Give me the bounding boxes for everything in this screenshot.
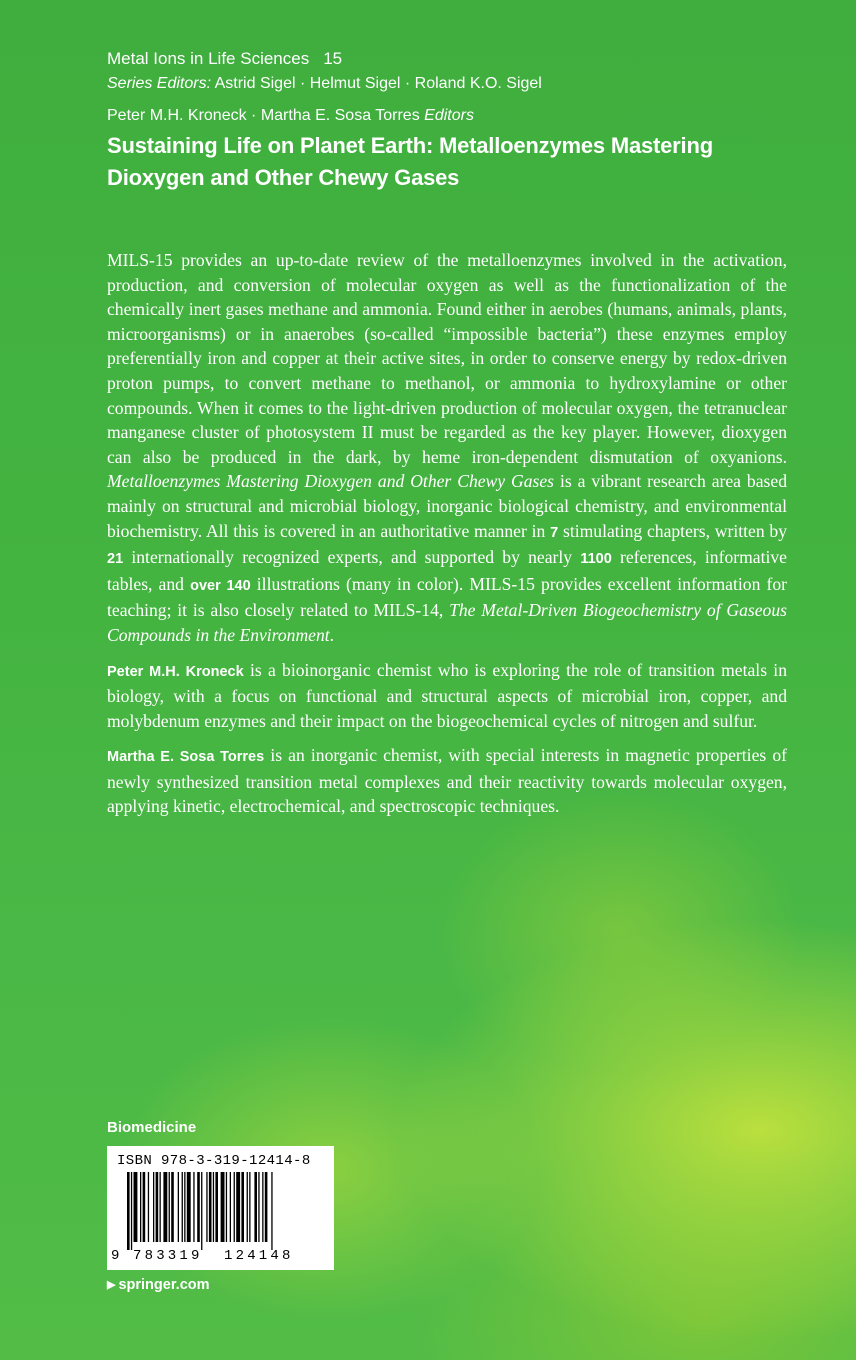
book-title-line-2: Dioxygen and Other Chewy Gases [107, 165, 460, 190]
arrow-right-icon: ▶ [107, 1279, 116, 1291]
barcode-bar [153, 1172, 154, 1242]
editor-bio-sosa-torres: is an inorganic chemist, with special interests in magnetic properties of newly synthesized transition metal complexes and their reactivity towards molecular oxygen, applying kinetic, electrochemical, and spectroscopic techniques. [107, 745, 787, 817]
chapter-count: 7 [550, 524, 559, 541]
barcode-bar [209, 1172, 212, 1242]
barcode-bar [156, 1172, 159, 1242]
description-paragraph-2 [107, 658, 787, 734]
barcode-bar [236, 1172, 240, 1242]
barcode-bar [221, 1172, 225, 1242]
barcode-bar [184, 1172, 185, 1242]
barcode-bar [187, 1172, 191, 1242]
book-title-line-1: Sustaining Life on Planet Earth: Metalloenzymes Mastering [107, 133, 713, 158]
p1-text-e: internationally recognized experts, and supported by nearly [131, 547, 573, 568]
editor-name-sosa-torres: Martha E. Sosa Torres [107, 749, 265, 766]
editor-bio-kroneck: is a bioinorganic chemist who is exploring the role of transition metals in biology, with a focus on functional and structural aspects of microbial iron, copper, and molybdenum enzymes and their impact on the biogeochemical cycles of nitrogen and sulfur. [107, 659, 787, 731]
barcode-bar [213, 1172, 214, 1242]
series-title [107, 46, 827, 72]
description-paragraph-1 [107, 248, 787, 648]
p1-text-d: stimulating chapters, written by [563, 520, 788, 541]
barcode-bar [182, 1172, 183, 1242]
subject-category: Biomedicine [107, 1119, 197, 1136]
book-title [107, 130, 827, 194]
barcode-bar [140, 1172, 141, 1242]
cover-header [107, 46, 827, 194]
barcode-bar [241, 1172, 244, 1242]
barcode-bar [193, 1172, 194, 1242]
p1-text-g: illustrations (many in color). MILS-15 provides excellent information for teaching; it is also closely related to MILS-14, [107, 573, 787, 621]
barcode-bar [127, 1172, 130, 1250]
barcode-bar [226, 1172, 227, 1242]
p1-text-c: is a vibrant research area based mainly on structural and microbial biology, inorganic biological chemistry, and environmental biochemistry. All this is covered in an authoritative manner in [107, 471, 787, 541]
isbn-text: ISBN 978-3-319-12414-8 [117, 1153, 311, 1169]
barcode-bar [160, 1172, 161, 1242]
barcode-bar [254, 1172, 257, 1242]
publisher-link[interactable] [107, 1277, 210, 1293]
barcode-bar [163, 1172, 167, 1242]
expert-count: 21 [107, 551, 124, 568]
barcode-bar [247, 1172, 248, 1242]
p1-text-f: references, informative tables, and [107, 547, 787, 594]
barcode-bar [169, 1172, 170, 1242]
barcode-digit-first: 9 [111, 1248, 120, 1264]
book-editors-names: Peter M.H. Kroneck · Martha E. Sosa Torres [107, 107, 420, 124]
barcode-bar [178, 1172, 179, 1242]
barcode-digits-left: 783319 [133, 1248, 203, 1264]
p1-italic-title: Metalloenzymes Mastering Dioxygen and Other Chewy Gases [107, 471, 555, 492]
barcode-bars [127, 1172, 317, 1250]
barcode-digits-right: 124148 [224, 1248, 294, 1264]
isbn-barcode [107, 1146, 334, 1270]
p1-text-a: MILS-15 provides an up-to-date review of the metalloenzymes involved in the activation, production, and conversion of molecular oxygen as well as the functionalization of the chemically inert gases methane and ammonia. Found either in aerobes (humans, animals, plants, microorganisms) or in anaerobes (so-called “impossible bacteria”) these enzymes employ preferentially iron and copper at their active sites, in order to conserve energy by redox-driven proton pumps, to convert methane to methanol, or ammonia to hydroxylamine or other compounds. When it comes to the light-driven production of molecular oxygen, the tetranuclear manganese cluster of photosystem II must be regarded as the key player. However, dioxygen can also be produced in the dark, by heme iron-dependent dismutation of oxyanions. [107, 250, 787, 467]
barcode-bar [197, 1172, 200, 1242]
series-number: 15 [323, 49, 343, 68]
barcode-bar [271, 1172, 272, 1250]
barcode-bar [230, 1172, 231, 1242]
description-paragraph-3 [107, 743, 787, 819]
barcode-bar [265, 1172, 268, 1242]
barcode-bar [148, 1172, 149, 1242]
reference-count: 1100 [580, 551, 612, 568]
description [107, 248, 787, 829]
p1-italic-related-title: The Metal-Driven Biogeochemistry of Gaseous Compounds in the Environment [107, 600, 787, 645]
barcode-bar [134, 1172, 138, 1242]
barcode-bar [143, 1172, 146, 1242]
series-editors-names: Astrid Sigel · Helmut Sigel · Roland K.O. Sigel [214, 75, 542, 92]
publisher-url: springer.com [118, 1277, 210, 1293]
illustration-count: over 140 [190, 577, 251, 594]
barcode-bar [262, 1172, 263, 1242]
editor-name-kroneck: Peter M.H. Kroneck [107, 663, 244, 680]
book-editors-label: Editors [424, 107, 474, 124]
barcode-bar [171, 1172, 174, 1242]
barcode-bar [258, 1172, 259, 1242]
series-editors [107, 72, 827, 96]
series-editors-label: Series Editors: [107, 75, 212, 92]
barcode-bar [234, 1172, 235, 1242]
barcode-bar [201, 1172, 202, 1250]
series-name: Metal Ions in Life Sciences [107, 49, 310, 68]
barcode-bar [215, 1172, 218, 1242]
book-editors [107, 104, 827, 128]
barcode-bar [206, 1172, 207, 1242]
p1-text-i: . [329, 624, 335, 645]
barcode-bar [249, 1172, 250, 1242]
barcode-bar [131, 1172, 132, 1250]
